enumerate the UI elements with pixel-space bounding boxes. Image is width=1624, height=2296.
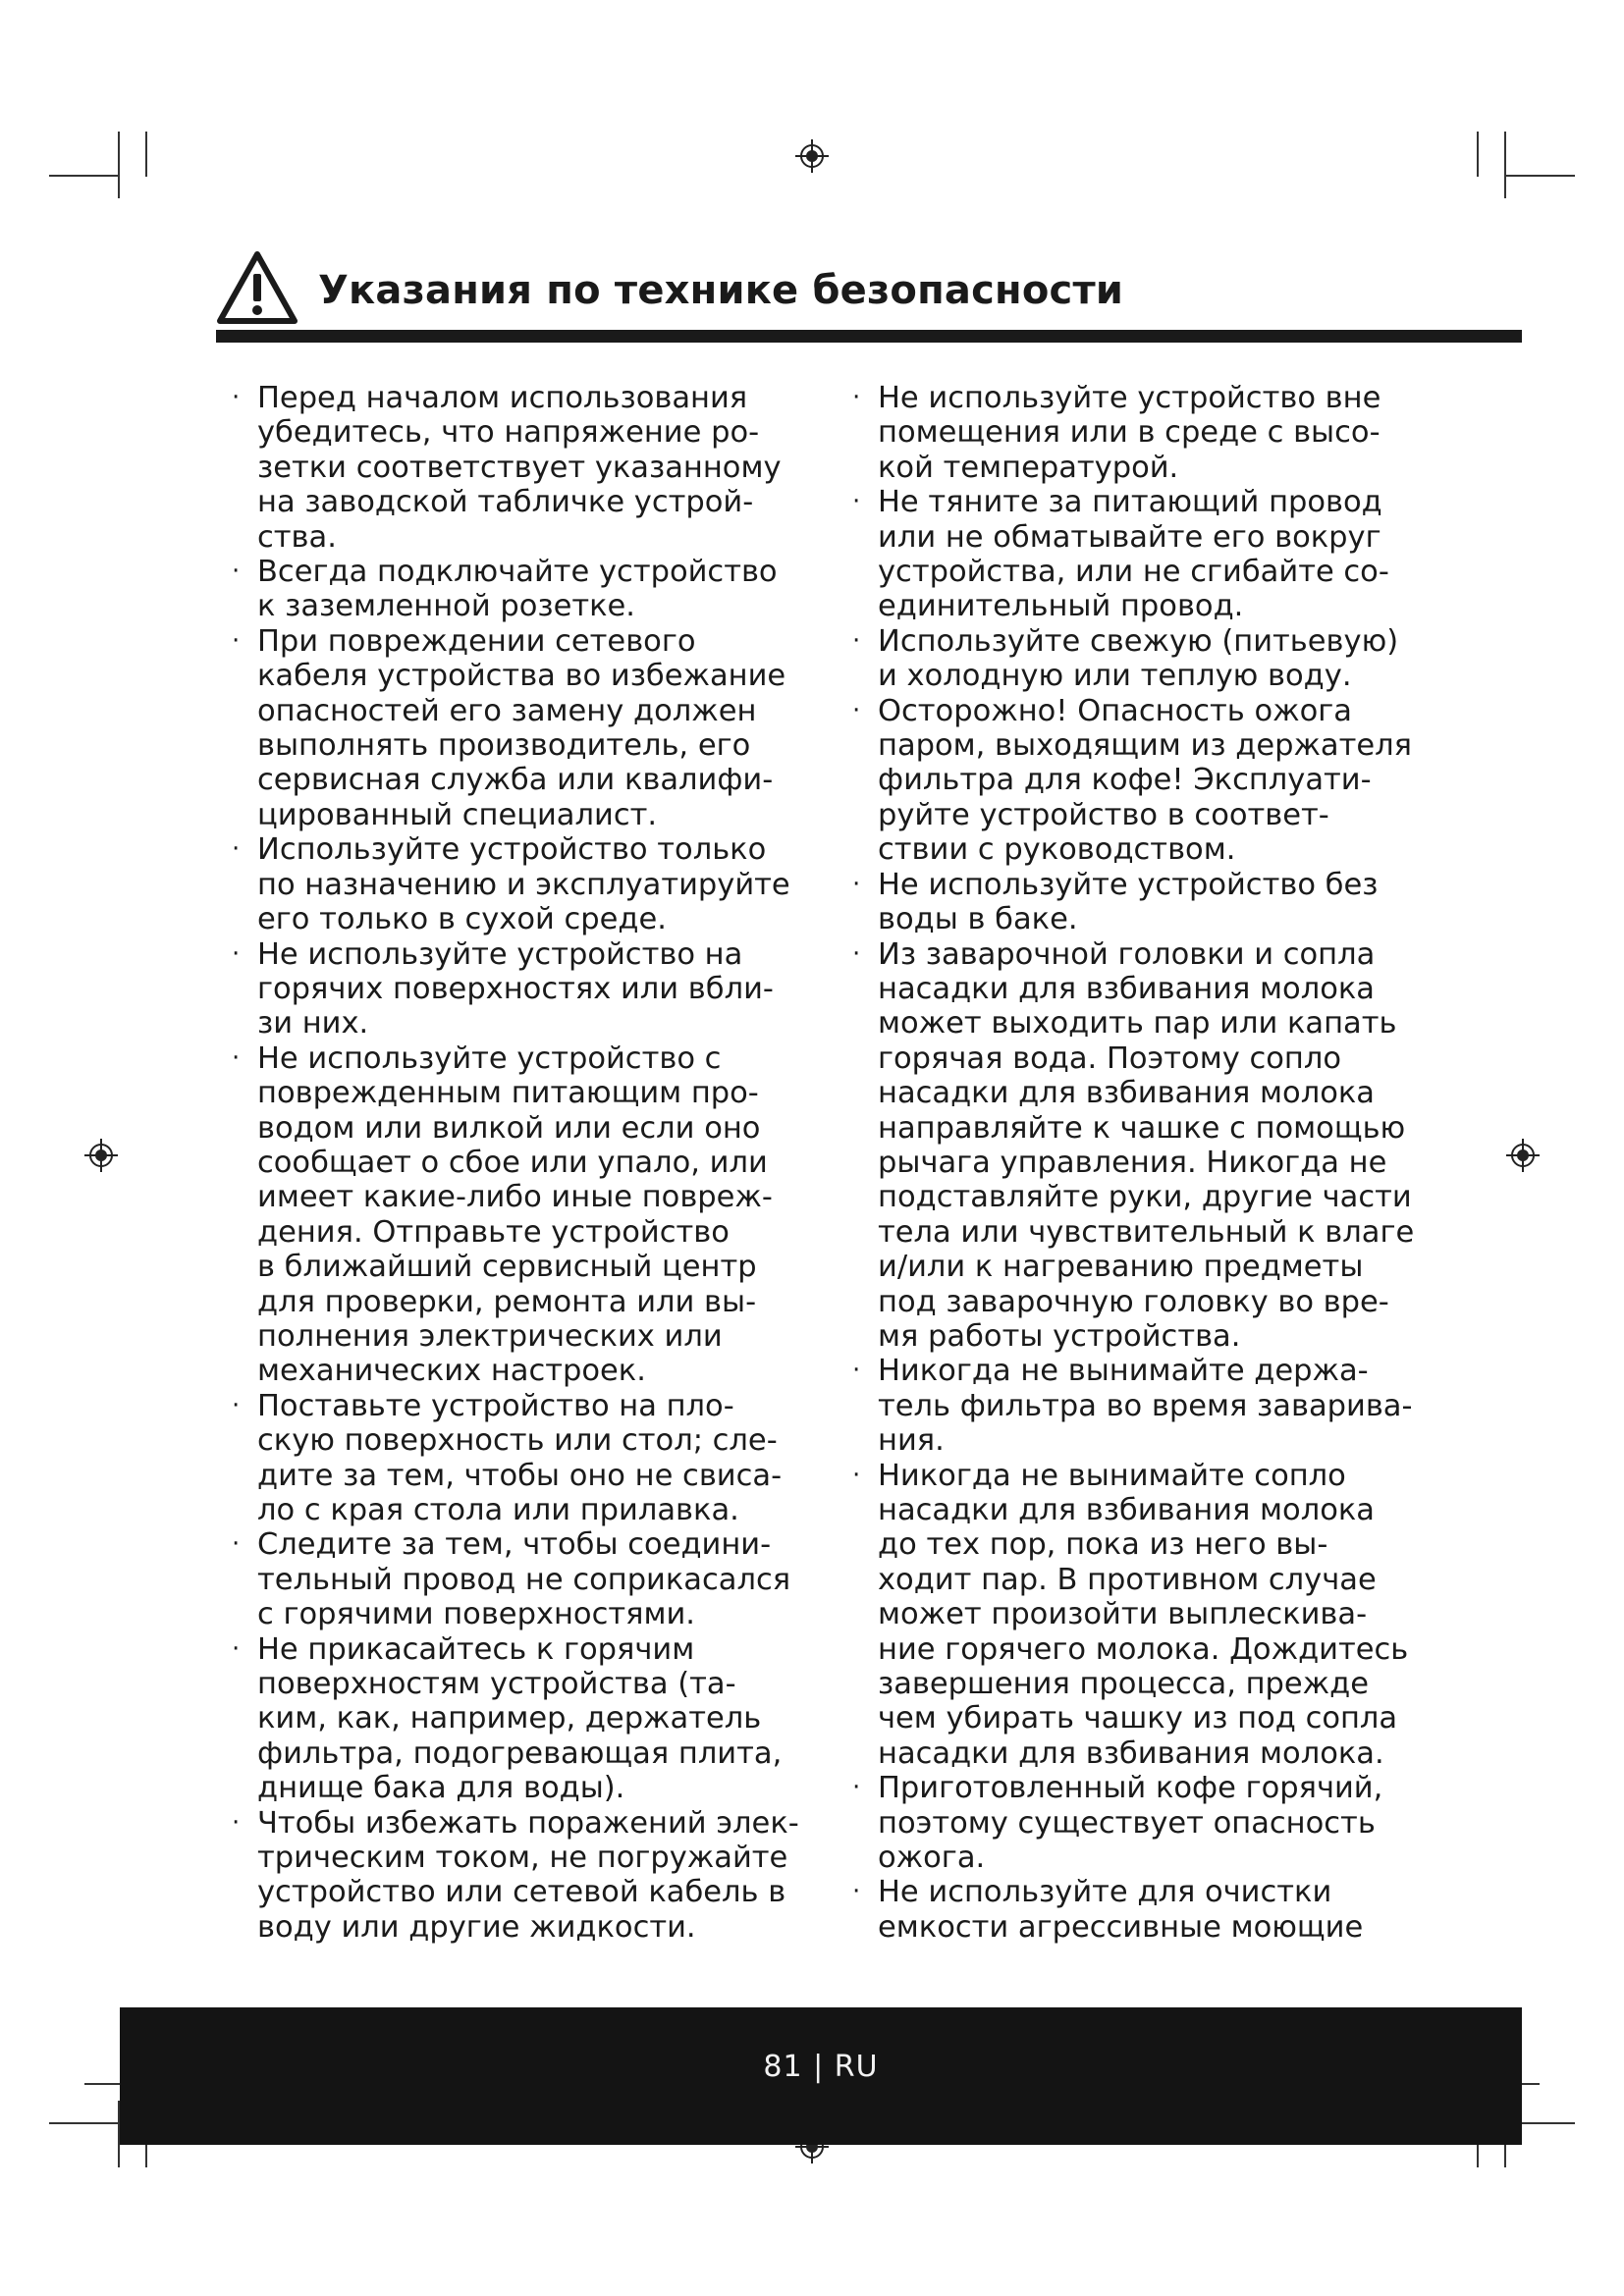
bullet-item (852, 1875, 1441, 1945)
left-column (232, 381, 817, 1945)
bullet-item (232, 381, 817, 555)
bullet-dot-icon: · (232, 383, 241, 412)
bullet-item (232, 1806, 817, 1946)
registration-mark-icon (84, 1139, 118, 1172)
warning-triangle-icon (216, 250, 298, 325)
page-number: 81 | RU (763, 2050, 879, 2084)
bullet-item (232, 1041, 817, 1389)
bullet-text: Никогда не вынимайте держа- тель фильтра во время заварива- ния. (878, 1354, 1413, 1459)
bullet-item (852, 1771, 1441, 1875)
bullet-item (232, 1527, 817, 1631)
bullet-item (852, 485, 1441, 624)
bullet-text: Чтобы избежать поражений элек- трическим током, не погружайте устройство или сетевой кабель в воду или другие жидкости. (257, 1805, 799, 1945)
bullet-dot-icon: · (232, 1633, 241, 1664)
registration-mark-icon (1506, 1139, 1540, 1172)
bullet-dot-icon: · (852, 383, 861, 412)
bullet-text: Перед началом использования убедитесь, что напряжение ро- зетки соответствует указанному на заводской табличке устрой- ства. (257, 381, 782, 555)
bullet-text: Используйте свежую (питьевую) и холодную или теплую воду. (878, 623, 1399, 694)
crop-mark (118, 132, 120, 198)
bullet-dot-icon: · (232, 625, 241, 656)
bullet-item (852, 1459, 1441, 1772)
bullet-text: Не используйте устройство без воды в баке. (878, 867, 1379, 937)
crop-mark (84, 2083, 120, 2085)
bullet-dot-icon: · (232, 834, 241, 865)
bullet-text: Не используйте устройство вне помещения или в среде с высо- кой температурой. (878, 381, 1381, 485)
bullet-item (232, 624, 817, 832)
bullet-text: Осторожно! Опасность ожога паром, выходящим из держателя фильтра для кофе! Эксплуати- руйте устройство в соответ- ствии с руководством. (878, 693, 1412, 868)
bullet-text: Не используйте устройство на горячих поверхностях или вбли- зи них. (257, 936, 774, 1041)
bullet-item (232, 937, 817, 1041)
bullet-dot-icon: · (232, 1042, 241, 1073)
bullet-dot-icon: · (852, 869, 861, 899)
bullet-dot-icon: · (852, 938, 861, 969)
crop-mark (1477, 132, 1479, 177)
bullet-dot-icon: · (852, 1356, 861, 1386)
crop-mark (1504, 175, 1575, 177)
bullet-text: Используйте устройство только по назначению и эксплуатируйте его только в сухой среде. (257, 832, 790, 937)
bullet-dot-icon: · (232, 1390, 241, 1420)
bullet-text: Никогда не вынимайте сопло насадки для взбивания молока до тех пор, пока из него вы- ходит пар. В противном случае может произойти выплескива- ние горячего молока. Дождитесь завершения процесса, прежде чем убирать чашку из под сопла насадки для взбивания молока. (878, 1458, 1409, 1771)
bullet-item (852, 1354, 1441, 1458)
footer-band (120, 2007, 1522, 2145)
bullet-dot-icon: · (852, 487, 861, 517)
bullet-text: Из заварочной головки и сопла насадки для взбивания молока может выходить пар или капать горячая вода. Поэтому сопло насадки для взбивания молока направляйте к чашке с помощью рычага управления. Никогда не подставляйте руки, другие части тела или чувствительный к влаге и/или к нагреванию предметы под заварочную головку во вре- мя работы устройства. (878, 936, 1415, 1354)
registration-mark-icon (795, 139, 829, 173)
bullet-text: Следите за тем, чтобы соедини- тельный провод не соприкасался с горячими поверхностями. (257, 1527, 791, 1632)
bullet-dot-icon: · (852, 695, 861, 725)
bullet-dot-icon: · (232, 938, 241, 969)
bullet-item (232, 1632, 817, 1806)
bullet-text: Не прикасайтесь к горячим поверхностям устройства (та- ким, как, например, держатель фильтра, подогревающая плита, днище бака для воды). (257, 1631, 783, 1806)
bullet-item (232, 1389, 817, 1528)
bullet-text: Всегда подключайте устройство к заземленной розетке. (257, 555, 778, 624)
bullet-dot-icon: · (232, 1529, 241, 1560)
bullet-item (852, 694, 1441, 868)
bullet-text: Не тяните за питающий провод или не обматывайте его вокруг устройства, или не сгибайте со- единительный провод. (878, 485, 1389, 624)
bullet-text: Поставьте устройство на пло- скую поверхность или стол; сле- дите за тем, чтобы оно не свиса- ло с края стола или прилавка. (257, 1388, 783, 1527)
bullet-item (852, 868, 1441, 937)
bullet-dot-icon: · (852, 625, 861, 656)
bullet-dot-icon: · (852, 1460, 861, 1490)
crop-mark (49, 2122, 120, 2124)
bullet-text: Приготовленный кофе горячий, поэтому существует опасность ожога. (878, 1771, 1383, 1876)
bullet-dot-icon: · (852, 1773, 861, 1803)
bullet-item (232, 555, 817, 624)
bullet-item (852, 937, 1441, 1355)
header-rule (216, 330, 1522, 343)
bullet-dot-icon: · (232, 557, 241, 587)
crop-mark (145, 132, 147, 177)
bullet-text: Не используйте устройство с поврежденным питающим про- водом или вилкой или если оно сообщает о сбое или упало, или имеет какие-либо иные повреж- дения. Отправьте устройство в ближайший сервисный центр для проверки, ремонта или вы- полнения электрических или механических настроек. (257, 1041, 773, 1389)
bullet-item (852, 381, 1441, 485)
bullet-item (852, 624, 1441, 694)
right-column (852, 381, 1441, 1945)
page-title: Указания по технике безопасности (318, 268, 1124, 313)
bullet-dot-icon: · (852, 1877, 861, 1907)
bullet-text: Не используйте для очистки емкости агрессивные моющие (878, 1875, 1364, 1945)
crop-mark (1504, 132, 1506, 198)
bullet-item (232, 832, 817, 936)
bullet-text: При повреждении сетевого кабеля устройства во избежание опасностей его замену должен выполнять производитель, его сервисная служба или квалифи- цированный специалист. (257, 623, 786, 832)
bullet-dot-icon: · (232, 1807, 241, 1838)
crop-mark (49, 175, 120, 177)
